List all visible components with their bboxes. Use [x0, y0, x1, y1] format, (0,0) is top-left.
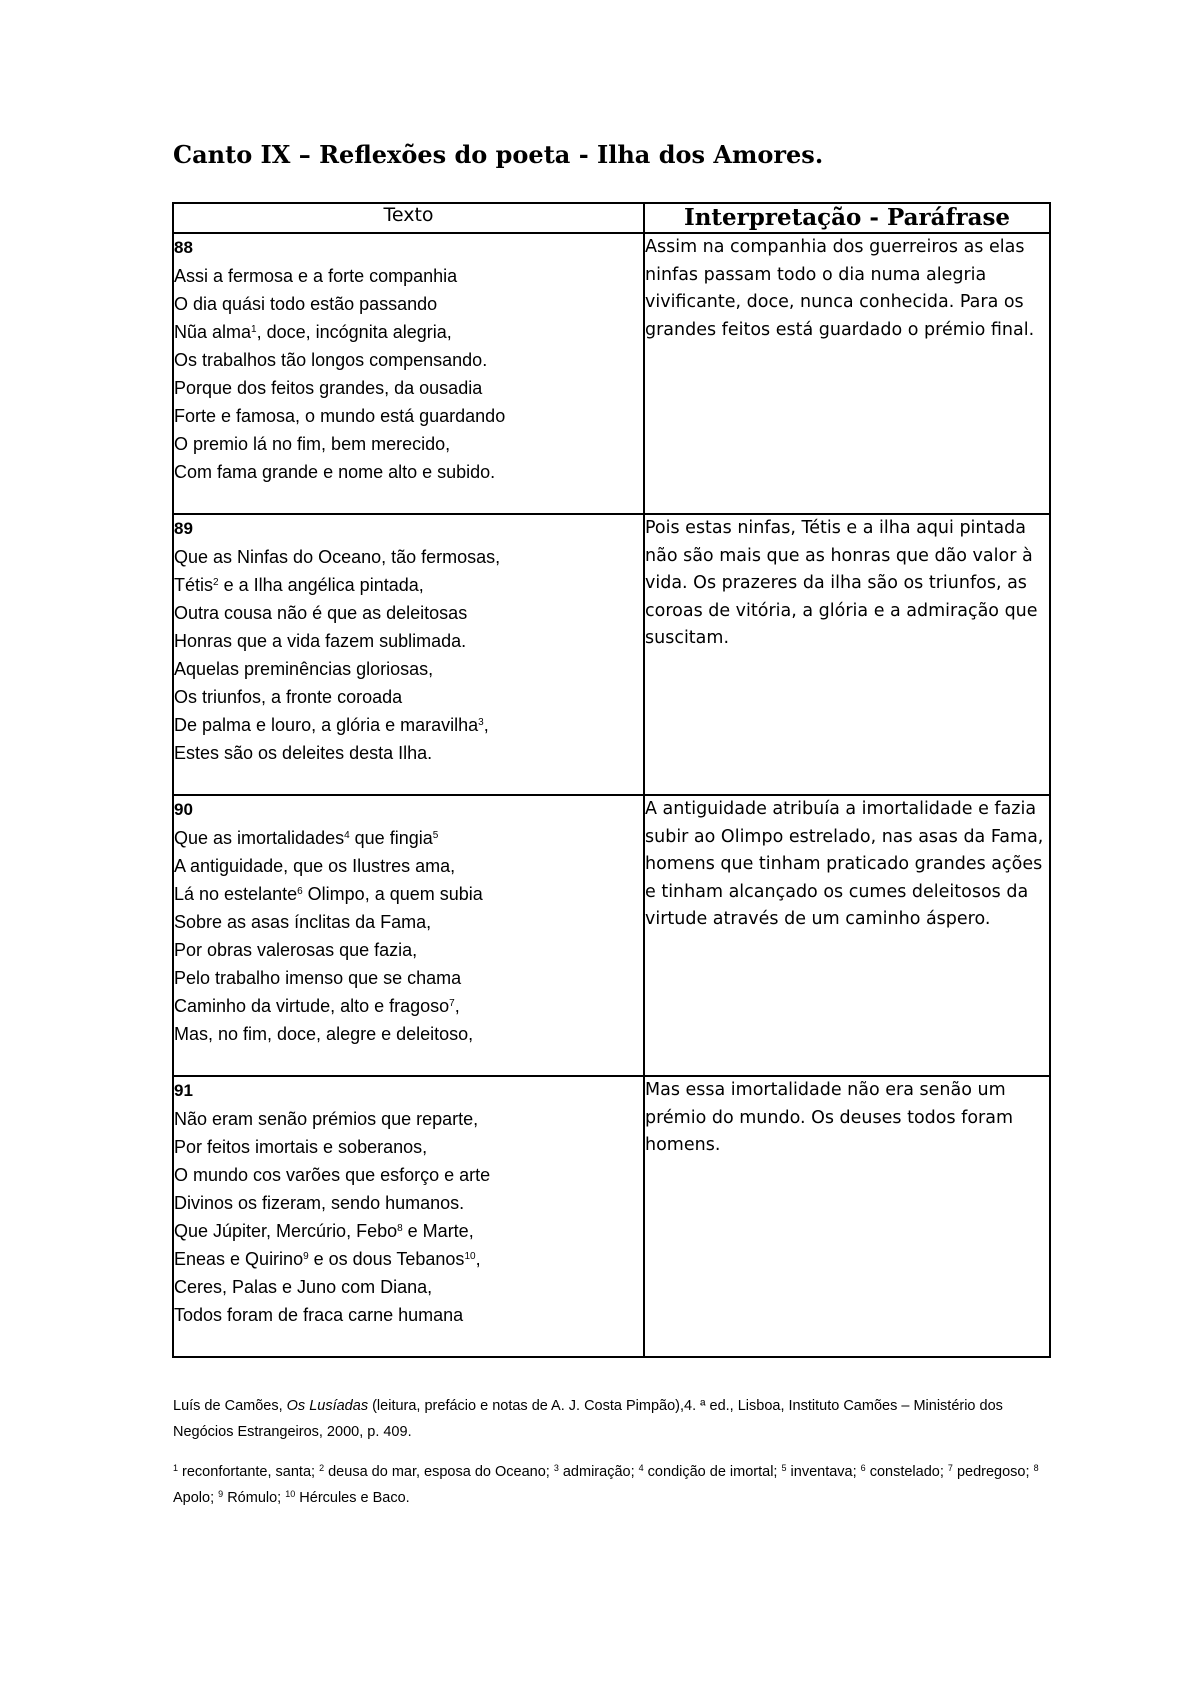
verse-line [174, 430, 643, 458]
verse-line [174, 374, 643, 402]
stanza-row [173, 233, 1050, 514]
footnote-marker: 10 [464, 1251, 476, 1262]
bibliographic-reference [173, 1393, 1053, 1445]
verse-text: Honras que a vida fazem sublimada. [174, 631, 467, 651]
footnote-definition: inventava; [786, 1464, 861, 1480]
verse-text: Outra cousa não é que as deleitosas [174, 603, 468, 623]
footnote-marker: 2 [213, 577, 219, 588]
verse-line [174, 599, 643, 627]
verse-text: A antiguidade, que os Ilustres ama, [174, 856, 456, 876]
verse-line [174, 880, 643, 908]
footnote-marker: 3 [478, 717, 484, 728]
verse-text: Divinos os fizeram, sendo humanos. [174, 1193, 465, 1213]
stanza-verse-cell [173, 514, 644, 795]
verse-line [174, 1161, 643, 1189]
footnote-marker: 4 [344, 830, 350, 841]
verse-text: Tétis [174, 575, 214, 595]
verse-line [174, 1189, 643, 1217]
verse-text: Os trabalhos tão longos compensando. [174, 350, 488, 370]
column-header-text: Texto [173, 203, 644, 233]
paraphrase-text: A antiguidade atribuía a imortalidade e fazia subir ao Olimpo estrelado, nas asas da Fama, homens que tinham praticado grandes ações e tinham alcançado os cumes deleitosos da virtude através de um caminho áspero. [645, 799, 1044, 930]
stanza-row [173, 795, 1050, 1076]
stanza-row [173, 1076, 1050, 1357]
verse-text: Mas, no fim, doce, alegre e deleitoso, [174, 1024, 474, 1044]
verse-line [174, 318, 643, 346]
footnote-marker: 7 [449, 998, 455, 1009]
verse-line [174, 1105, 643, 1133]
verse-text: e a Ilha angélica pintada, [218, 575, 424, 595]
verse-text: Que as imortalidades [174, 828, 345, 848]
footnote-number: 8 [1033, 1463, 1039, 1473]
footnote-marker: 1 [251, 324, 257, 335]
verse-text: Pelo trabalho imenso que se chama [174, 968, 462, 988]
verse-text: e os dous Tebanos [308, 1249, 465, 1269]
footnote-number: 7 [947, 1463, 953, 1473]
verse-text: O premio lá no fim, bem merecido, [174, 434, 451, 454]
footnote-definition: constelado; [865, 1464, 948, 1480]
verse-text: Porque dos feitos grandes, da ousadia [174, 378, 483, 398]
verse-text: , [483, 715, 489, 735]
footnote-definition: admiração; [558, 1464, 639, 1480]
footnote-number: 3 [553, 1463, 559, 1473]
stanza-row [173, 514, 1050, 795]
verse-line [174, 627, 643, 655]
verse-text: , [475, 1249, 481, 1269]
verse-line [174, 1245, 643, 1273]
stanza-paraphrase-cell [644, 1076, 1050, 1357]
paraphrase-text: Pois estas ninfas, Tétis e a ilha aqui pintada não são mais que as honras que dão valor à vida. Os prazeres da ilha são os triunfos, as coroas de vitória, a glória e a admiração que suscitam. [645, 518, 1038, 649]
verse-line [174, 1133, 643, 1161]
verse-text: Não eram senão prémios que reparte, [174, 1109, 479, 1129]
verse-line [174, 571, 643, 599]
verse-text: Os triunfos, a fronte coroada [174, 687, 403, 707]
verse-text: Ceres, Palas e Juno com Diana, [174, 1277, 433, 1297]
verse-text: , [454, 996, 460, 1016]
verse-text: Assi a fermosa e a forte companhia [174, 266, 458, 286]
verse-line [174, 683, 643, 711]
footnote-definition: reconfortante, santa; [178, 1464, 320, 1480]
verse-text: O dia quási todo estão passando [174, 294, 438, 314]
stanza-verse-cell [173, 795, 644, 1076]
stanza-verse-cell [173, 233, 644, 514]
footnote-number: 10 [285, 1489, 296, 1499]
footnote-definition: Hércules e Baco. [295, 1490, 410, 1506]
verse-text: , doce, incógnita alegria, [256, 322, 452, 342]
verse-line [174, 852, 643, 880]
verse-text: O mundo cos varões que esforço e arte [174, 1165, 491, 1185]
footnotes [173, 1459, 1053, 1511]
footnote-number: 1 [173, 1463, 179, 1473]
verse-line [174, 739, 643, 767]
stanza-number: 90 [174, 800, 193, 819]
verse-line [174, 402, 643, 430]
footnote-definition: pedregoso; [952, 1464, 1034, 1480]
verse-text: Todos foram de fraca carne humana [174, 1305, 464, 1325]
paraphrase-text: Mas essa imortalidade não era senão um prémio do mundo. Os deuses todos foram homens. [645, 1080, 1013, 1156]
stanza-paraphrase-cell [644, 233, 1050, 514]
column-header-paraphrase: Interpretação - Paráfrase [644, 203, 1050, 233]
footnote-marker: 5 [432, 830, 439, 841]
verse-text: que fingia [349, 828, 433, 848]
verse-line [174, 1273, 643, 1301]
verse-line [174, 543, 643, 571]
footnote-definition: Rómulo; [223, 1490, 286, 1506]
footnote-number: 2 [319, 1463, 325, 1473]
verse-text: Caminho da virtude, alto e fragoso [174, 996, 450, 1016]
footnote-number: 9 [218, 1489, 224, 1499]
reference-work-title: Os Lusíadas [286, 1398, 369, 1414]
verse-text: Olimpo, a quem subia [302, 884, 483, 904]
verse-line [174, 964, 643, 992]
verse-text: Por obras valerosas que fazia, [174, 940, 418, 960]
verse-line [174, 1301, 643, 1329]
stanza-paraphrase-cell [644, 795, 1050, 1076]
verse-text: Sobre as asas ínclitas da Fama, [174, 912, 432, 932]
verse-line [174, 458, 643, 486]
footnote-number: 4 [638, 1463, 644, 1473]
verse-line [174, 655, 643, 683]
verse-line [174, 711, 643, 739]
paraphrase-text: Assim na companhia dos guerreiros as elas ninfas passam todo o dia numa alegria vivificante, doce, nunca conhecida. Para os grandes feitos está guardado o prémio final. [645, 237, 1035, 340]
verse-line [174, 1217, 643, 1245]
footnote-number: 6 [860, 1463, 866, 1473]
verse-text: Com fama grande e nome alto e subido. [174, 462, 496, 482]
verse-text: Forte e famosa, o mundo está guardando [174, 406, 506, 426]
verse-line [174, 992, 643, 1020]
stanza-number: 91 [174, 1081, 193, 1100]
verse-text: Aquelas preminências gloriosas, [174, 659, 434, 679]
poem-table [172, 202, 1051, 1358]
verse-text: Por feitos imortais e soberanos, [174, 1137, 428, 1157]
footnote-marker: 9 [303, 1251, 309, 1262]
footnote-definition: deusa do mar, esposa do Oceano; [324, 1464, 554, 1480]
footnote-marker: 6 [297, 886, 303, 897]
verse-text: De palma e louro, a glória e maravilha [174, 715, 479, 735]
verse-line [174, 346, 643, 374]
stanza-number: 88 [174, 238, 193, 257]
footnote-number: 5 [781, 1463, 787, 1473]
verse-line [174, 936, 643, 964]
verse-line [174, 290, 643, 318]
reference-author: Luís de Camões, [173, 1398, 287, 1414]
footnote-definition: condição de imortal; [643, 1464, 782, 1480]
reference-details: (leitura, prefácio e notas de A. J. Costa Pimpão),4. ª ed., Lisboa, Instituto Camões – Ministério dos Negócios Estrangeiros, 2000, p. 409. [173, 1398, 1003, 1440]
verse-line [174, 262, 643, 290]
verse-text: Nũa alma [174, 322, 252, 342]
verse-line [174, 908, 643, 936]
verse-text: Que Júpiter, Mercúrio, Febo [174, 1221, 398, 1241]
stanza-number: 89 [174, 519, 193, 538]
stanza-paraphrase-cell [644, 514, 1050, 795]
verse-text: e Marte, [402, 1221, 474, 1241]
footnote-definition: Apolo; [173, 1490, 219, 1506]
verse-text: Eneas e Quirino [174, 1249, 304, 1269]
footnote-marker: 8 [397, 1223, 403, 1234]
verse-text: Lá no estelante [174, 884, 298, 904]
page-title: Canto IX – Reflexões do poeta - Ilha dos Amores. [173, 140, 824, 169]
footer [173, 1393, 1053, 1511]
verse-text: Estes são os deleites desta Ilha. [174, 743, 433, 763]
verse-line [174, 1020, 643, 1048]
table-header-row [173, 203, 1050, 233]
stanza-verse-cell [173, 1076, 644, 1357]
verse-text: Que as Ninfas do Oceano, tão fermosas, [174, 547, 501, 567]
verse-line [174, 824, 643, 852]
